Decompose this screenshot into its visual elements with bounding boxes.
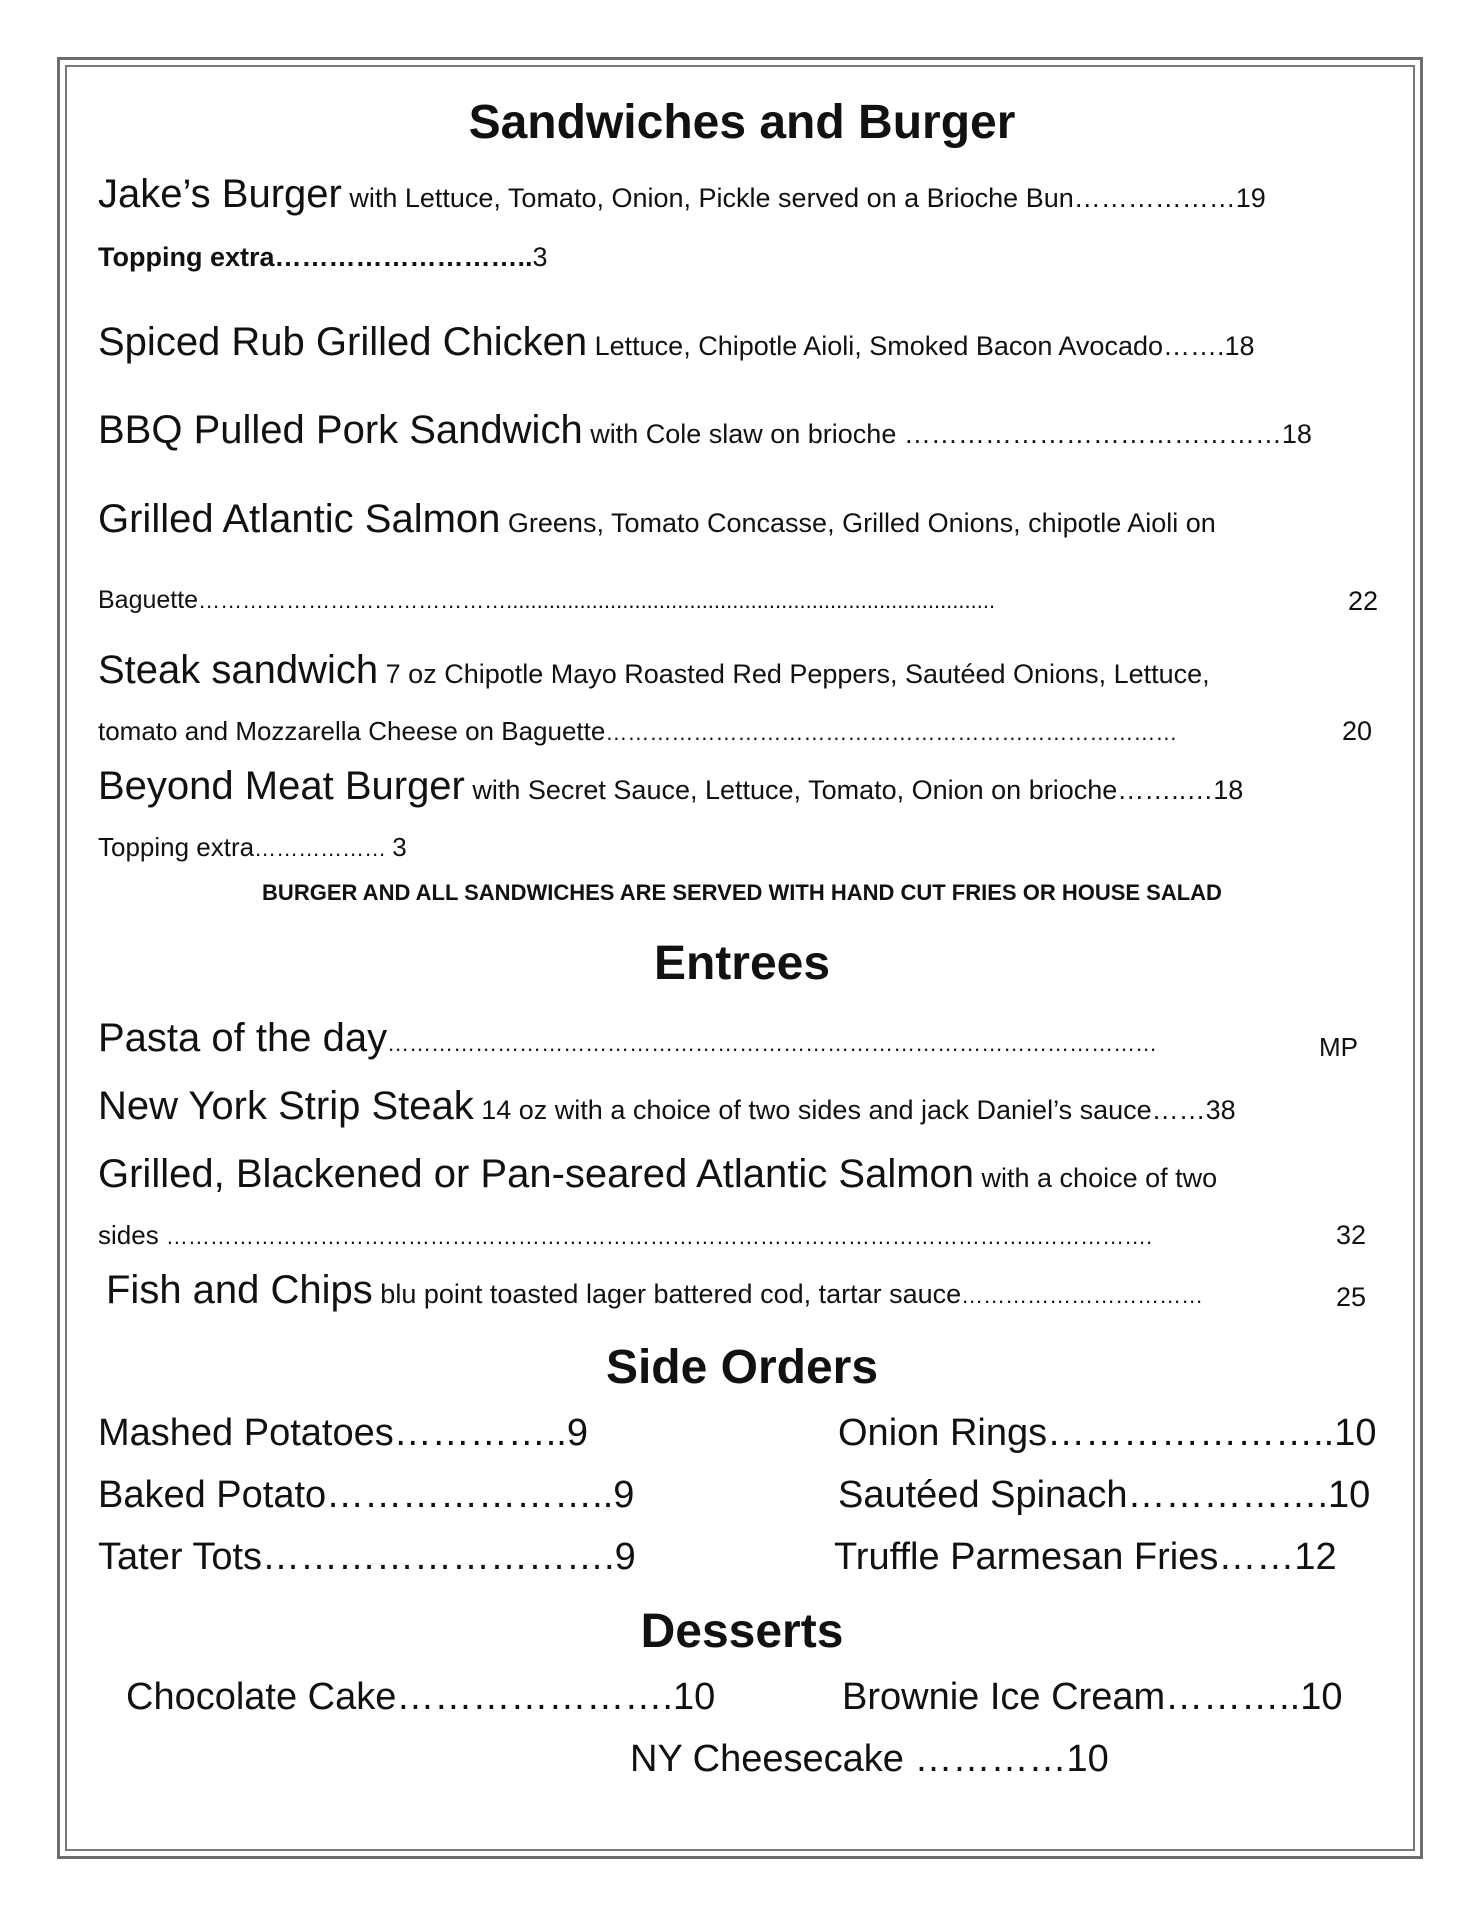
item-description: blu point toasted lager battered cod, tartar sauce [372,1279,962,1309]
item-description: with Cole slaw on brioche [582,419,904,449]
menu-item-topping-extra-2 [98,832,1388,863]
item-price: MP [1319,1032,1358,1061]
side-item-tater-tots [98,1536,636,1579]
item-price: 10 [1334,1412,1377,1454]
side-item-onion-rings [838,1412,1377,1455]
item-name: NY Cheesecake [630,1738,915,1780]
item-name: Tater Tots [98,1536,263,1578]
item-name: Beyond Meat Burger [98,764,465,808]
leader-dots: ………………….. [1047,1412,1335,1454]
leader-dots: ……………………………………................................................................................ [198,588,996,613]
item-name: Onion Rings [838,1412,1048,1454]
item-price: 9 [613,1474,635,1516]
leader-dots: ……..… [1117,775,1214,805]
leader-dots: ………………….. [326,1474,614,1516]
item-price: 19 [1235,183,1266,213]
item-description: tomato and Mozzarella Cheese on Baguette [98,716,606,746]
menu-item-grilled-salmon-cont [98,586,1378,615]
section-title-desserts: Desserts [640,1605,844,1658]
leader-dots: ………………………. [262,1536,615,1578]
leader-dots: …………………………… [961,1283,1204,1308]
item-price: 32 [1335,1220,1366,1250]
leader-dots: ………… [914,1738,1067,1780]
side-item-truffle-fries [834,1536,1337,1579]
item-name: BBQ Pulled Pork Sandwich [98,408,583,452]
menu-item-steak-sandwich [98,648,1388,693]
menu-item-topping-extra [98,242,1388,273]
leader-dots: ………………………………………………………………………………………………………..……………. [165,1224,1153,1249]
section-title-sandwiches: Sandwiches and Burger [468,96,1016,149]
item-name: Steak sandwich [98,648,379,692]
item-price: 12 [1294,1536,1337,1578]
menu-item-bbq-pulled-pork [98,408,1388,453]
leader-dots: …………………………………………………………………………………………… [387,1031,1158,1056]
leader-dots: …… [1218,1536,1295,1578]
menu-item-atlantic-salmon [98,1152,1388,1197]
item-description: sides [98,1220,166,1250]
leader-dots: …………………………………… [903,419,1282,449]
dessert-item-ny-cheesecake [630,1738,1109,1781]
item-description: with a choice of two [974,1163,1218,1193]
menu-item-beyond-meat-burger [98,764,1388,809]
dessert-item-brownie-ice-cream [842,1676,1343,1719]
leader-dots: …………………………………………………………………… [605,720,1178,745]
item-name: Fish and Chips [106,1268,373,1312]
item-name: Chocolate Cake [126,1676,397,1718]
menu-item-atlantic-salmon-cont [98,1220,1366,1251]
leader-dots: …… [1151,1095,1206,1125]
menu-item-jakes-burger [98,172,1388,217]
item-description: 7 oz Chipotle Mayo Roasted Red Peppers, Sautéed Onions, Lettuce, [378,659,1210,689]
item-price: 18 [1281,419,1312,449]
item-price: 9 [614,1536,636,1578]
leader-dots: ……….. [1165,1676,1301,1718]
side-item-baked-potato [98,1474,634,1517]
item-name: Grilled, Blackened or Pan-seared Atlantic Salmon [98,1152,975,1196]
item-price: 22 [1347,586,1378,615]
leader-dots: ……. [1163,331,1225,361]
item-price: 10 [1328,1474,1371,1516]
menu-item-ny-strip [98,1084,1388,1129]
item-name: Baked Potato [98,1474,327,1516]
item-description: 14 oz with a choice of two sides and jack Daniel’s sauce [473,1095,1152,1125]
item-description: Baguette [98,586,199,614]
item-name: Mashed Potatoes [98,1412,394,1454]
item-price: 9 [566,1412,589,1454]
item-price: 25 [1335,1282,1366,1312]
item-name: New York Strip Steak [98,1084,474,1128]
menu-item-grilled-chicken [98,320,1388,365]
item-price: 20 [1341,716,1372,746]
item-price: 3 [532,242,548,272]
side-item-sauteed-spinach [838,1474,1370,1517]
item-name: Grilled Atlantic Salmon [98,497,501,541]
item-name: Jake’s Burger [98,172,342,216]
item-description: Greens, Tomato Concasse, Grilled Onions, chipotle Aioli on [500,508,1216,538]
item-name: Spiced Rub Grilled Chicken [98,320,588,364]
sandwich-sides-note: BURGER AND ALL SANDWICHES ARE SERVED WITH HAND CUT FRIES OR HOUSE SALAD [262,880,1222,905]
item-price: 10 [1300,1676,1343,1718]
item-name: Truffle Parmesan Fries [834,1536,1219,1578]
item-description: Lettuce, Chipotle Aioli, Smoked Bacon Avocado [587,331,1163,361]
item-name: Sautéed Spinach [838,1474,1128,1516]
item-description: with Lettuce, Tomato, Onion, Pickle served on a Brioche Bun [341,183,1074,213]
leader-dots: ……………. [1127,1474,1329,1516]
menu-item-pasta [98,1016,1358,1061]
item-name: Pasta of the day [98,1016,388,1060]
dessert-item-chocolate-cake [126,1676,715,1719]
item-price: 18 [1213,775,1244,805]
item-price: 10 [1066,1738,1109,1780]
item-price: 18 [1224,331,1255,361]
menu-item-fish-and-chips [106,1268,1366,1313]
side-item-mashed-potatoes [98,1412,588,1455]
leader-dots: ………….. [393,1412,567,1454]
section-title-sides: Side Orders [605,1341,879,1394]
item-name: Topping extra [98,832,255,862]
menu-item-grilled-salmon [98,497,1388,542]
item-price: 38 [1205,1095,1236,1125]
leader-dots: …………………. [396,1676,673,1718]
section-title-entrees: Entrees [653,937,831,990]
item-price: 10 [672,1676,716,1718]
item-name: Topping extra [98,242,275,272]
leader-dots: ……………………….. [274,242,533,272]
item-price: 3 [392,832,407,862]
menu-item-steak-sandwich-cont [98,716,1378,747]
leader-dots: ……………… [1073,183,1236,213]
leader-dots: ……………… [254,836,393,861]
item-description: with Secret Sauce, Lettuce, Tomato, Onion on brioche [464,775,1118,805]
item-name: Brownie Ice Cream [842,1676,1166,1718]
